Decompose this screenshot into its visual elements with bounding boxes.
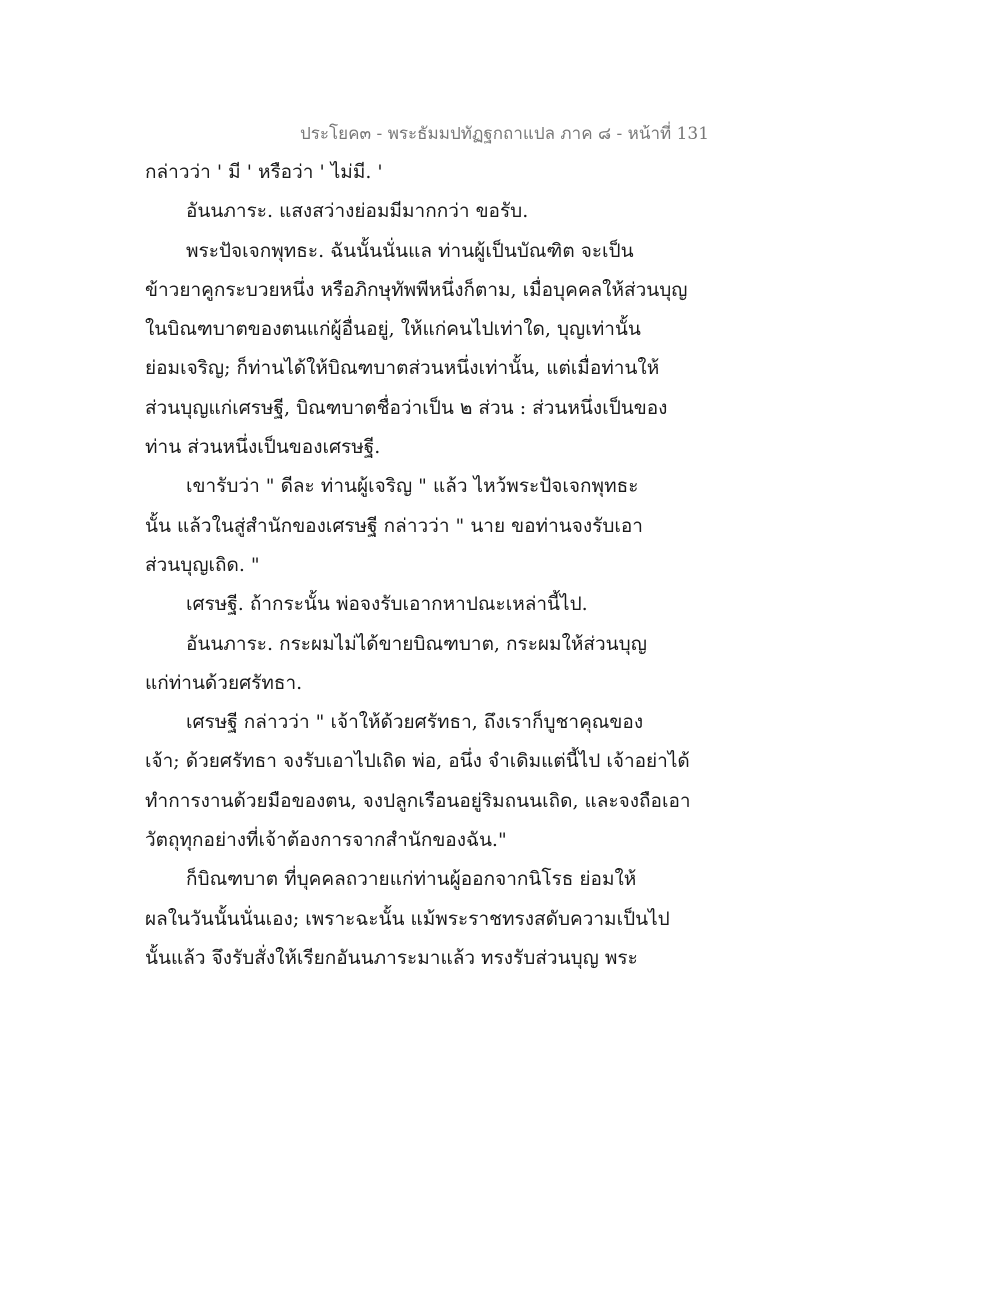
- text-line: วัตถุทุกอย่างที่เจ้าต้องการจากสำนักของฉัน.": [145, 829, 507, 852]
- body-text: [145, 158, 705, 983]
- text-line: ก็บิณฑบาต ที่บุคคลถวายแก่ท่านผู้ออกจากนิโรธ ย่อมให้: [186, 868, 637, 891]
- text-line: เขารับว่า " ดีละ ท่านผู้เจริญ " แล้ว ไหว้พระปัจเจกพุทธะ: [186, 475, 639, 498]
- text-line: ส่วนบุญแก่เศรษฐี, บิณฑบาตชื่อว่าเป็น ๒ ส่วน : ส่วนหนึ่งเป็นของ: [145, 396, 668, 419]
- text-line: เศรษฐี กล่าวว่า " เจ้าให้ด้วยศรัทธา, ถึงเราก็บูชาคุณของ: [186, 711, 644, 734]
- text-line: พระปัจเจกพุทธะ. ฉันนั้นนั่นแล ท่านผู้เป็นบัณฑิต จะเป็น: [186, 239, 634, 262]
- text-line: นั้นแล้ว จึงรับสั่งให้เรียกอันนภาระมาแล้ว ทรงรับส่วนบุญ พระ: [145, 946, 638, 969]
- text-line: ท่าน ส่วนหนึ่งเป็นของเศรษฐี.: [145, 436, 381, 459]
- text-line: ย่อมเจริญ; ก็ท่านได้ให้บิณฑบาตส่วนหนึ่งเท่านั้น, แต่เมื่อท่านให้: [145, 357, 660, 380]
- text-line: ข้าวยาคูกระบวยหนึ่ง หรือภิกษุทัพพีหนึ่งก็ตาม, เมื่อบุคคลให้ส่วนบุญ: [145, 278, 688, 301]
- text-line: ส่วนบุญเถิด. ": [145, 553, 260, 576]
- text-line: นั้น แล้วในสู่สำนักของเศรษฐี กล่าวว่า " นาย ขอท่านจงรับเอา: [145, 514, 643, 537]
- text-line: อันนภาระ. กระผมไม่ได้ขายบิณฑบาต, กระผมให้ส่วนบุญ: [186, 632, 647, 655]
- text-line: เศรษฐี. ถ้ากระนั้น พ่อจงรับเอากหาปณะเหล่านี้ไป.: [186, 593, 588, 616]
- text-line: แก่ท่านด้วยศรัทธา.: [145, 671, 303, 694]
- text-line: อันนภาระ. แสงสว่างย่อมมีมากกว่า ขอรับ.: [186, 200, 529, 223]
- text-line: ในบิณฑบาตของตนแก่ผู้อื่นอยู่, ให้แก่คนไปเท่าใด, บุญเท่านั้น: [145, 318, 641, 341]
- text-line: ผลในวันนั้นนั่นเอง; เพราะฉะนั้น แม้พระราชทรงสดับความเป็นไป: [145, 907, 670, 930]
- text-line: ทำการงานด้วยมือของตน, จงปลูกเรือนอยู่ริมถนนเถิด, และจงถือเอา: [145, 789, 691, 812]
- running-header: ประโยค๓ - พระธัมมปทัฏฐกถาแปล ภาค ๘ - หน้าที่ 131: [300, 124, 710, 144]
- text-line: กล่าวว่า ' มี ' หรือว่า ' ไม่มี. ': [145, 161, 383, 183]
- text-line: เจ้า; ด้วยศรัทธา จงรับเอาไปเถิด พ่อ, อนึ่ง จำเดิมแต่นี้ไป เจ้าอย่าได้: [145, 750, 690, 773]
